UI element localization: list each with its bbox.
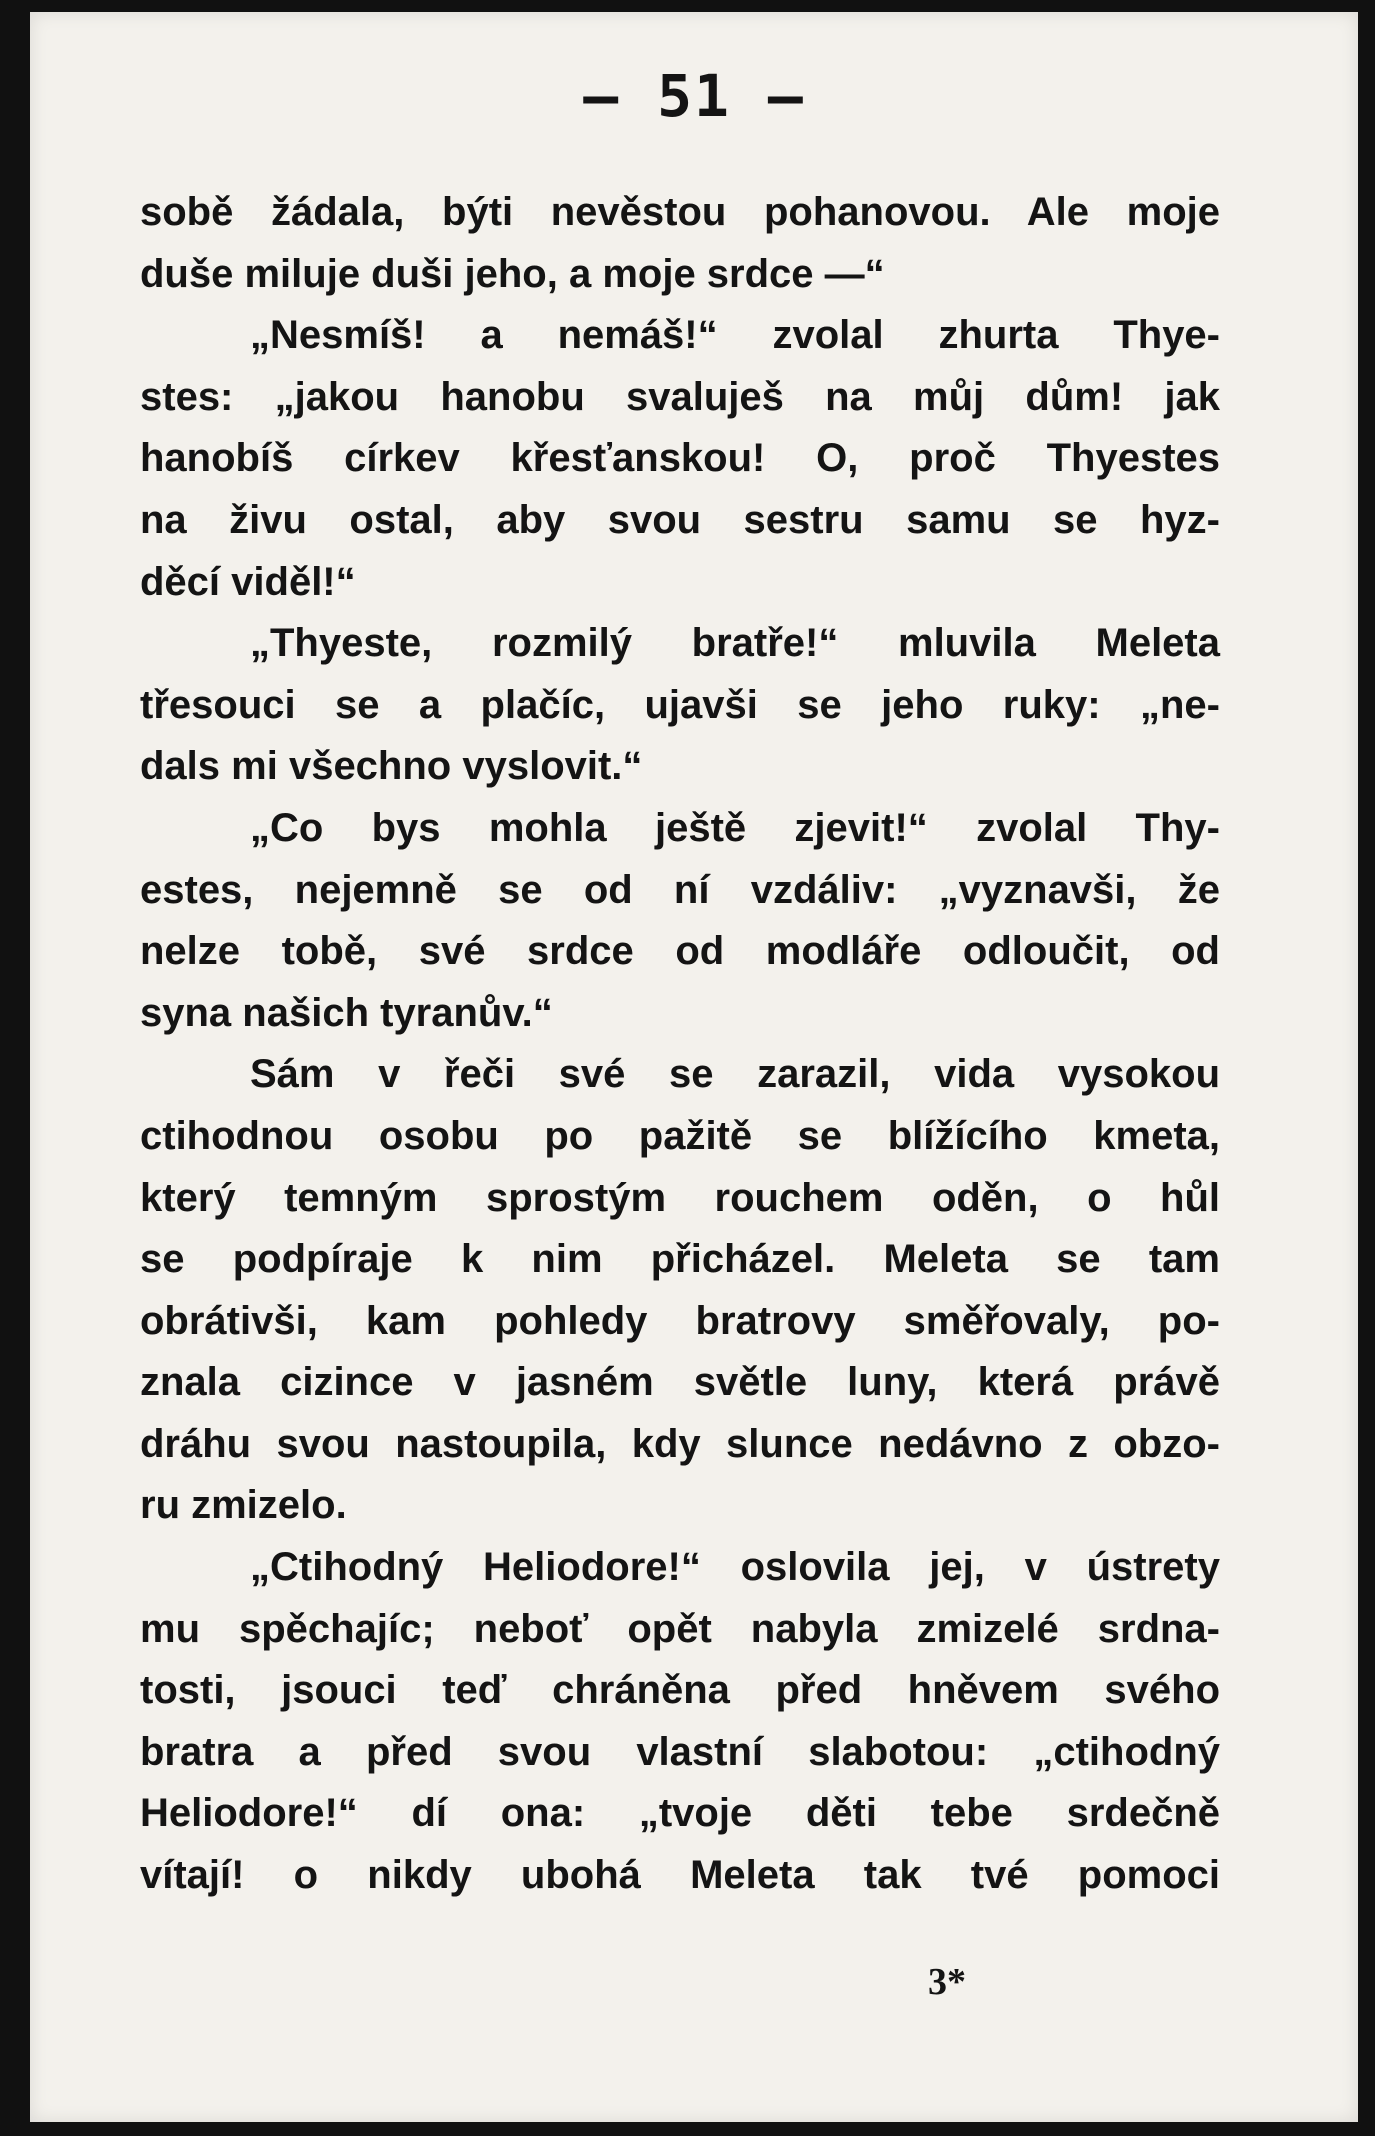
- text-line: ctihodnou osobu po pažitě se blížícího kmeta,: [140, 1113, 1220, 1158]
- text-line: se podpíraje k nim přicházel. Meleta se tam: [140, 1237, 1220, 1282]
- text-line: ru zmizelo.: [140, 1483, 347, 1528]
- book-page: [30, 12, 1358, 2122]
- text-line: syna našich tyranův.“: [140, 990, 553, 1035]
- text-line: obrátivši, kam pohledy bratrovy směřovaly, po-: [140, 1298, 1220, 1343]
- text-line: hanobíš církev křesťanskou! O, proč Thyestes: [140, 436, 1220, 481]
- text-line: Sám v řeči své se zarazil, vida vysokou: [250, 1052, 1220, 1097]
- text-line: „Ctihodný Heliodore!“ oslovila jej, v ústrety: [250, 1545, 1220, 1590]
- text-line: který temným sprostým rouchem oděn, o hůl: [140, 1175, 1220, 1220]
- text-line: „Nesmíš! a nemáš!“ zvolal zhurta Thye-: [250, 313, 1220, 358]
- text-line: „Thyeste, rozmilý bratře!“ mluvila Meleta: [250, 621, 1220, 666]
- text-line: děcí viděl!“: [140, 559, 356, 604]
- text-line: bratra a před svou vlastní slabotou: „ctihodný: [140, 1729, 1220, 1774]
- text-line: mu spěchajíc; neboť opět nabyla zmizelé srdna-: [140, 1606, 1220, 1651]
- text-line: sobě žádala, býti nevěstou pohanovou. Ale moje: [140, 190, 1220, 234]
- page-text: [140, 182, 1220, 1907]
- text-line: Heliodore!“ dí ona: „tvoje děti tebe srdečně: [140, 1791, 1220, 1836]
- text-line: znala cizince v jasném světle luny, která právě: [140, 1360, 1220, 1405]
- page-number: — 51 —: [583, 62, 805, 130]
- text-line: duše miluje duši jeho, a moje srdce —“: [140, 251, 885, 296]
- text-line: nelze tobě, své srdce od modláře odloučit, od: [140, 929, 1220, 974]
- text-line: dráhu svou nastoupila, kdy slunce nedávno z obzo-: [140, 1421, 1220, 1466]
- text-line: dals mi všechno vyslovit.“: [140, 744, 643, 789]
- text-line: vítají! o nikdy ubohá Meleta tak tvé pomoci: [140, 1853, 1220, 1898]
- text-line: „Co bys mohla ještě zjevit!“ zvolal Thy-: [250, 805, 1220, 850]
- text-line: třesouci se a plačíc, ujavši se jeho ruky: „ne-: [140, 682, 1220, 727]
- signature-mark: 3*: [928, 1961, 966, 2003]
- text-line: na živu ostal, aby svou sestru samu se hyz-: [140, 497, 1220, 542]
- text-line: estes, nejemně se od ní vzdáliv: „vyznavši, že: [140, 867, 1220, 912]
- text-line: stes: „jakou hanobu svaluješ na můj dům! jak: [140, 374, 1220, 419]
- text-line: tosti, jsouci teď chráněna před hněvem svého: [140, 1668, 1220, 1713]
